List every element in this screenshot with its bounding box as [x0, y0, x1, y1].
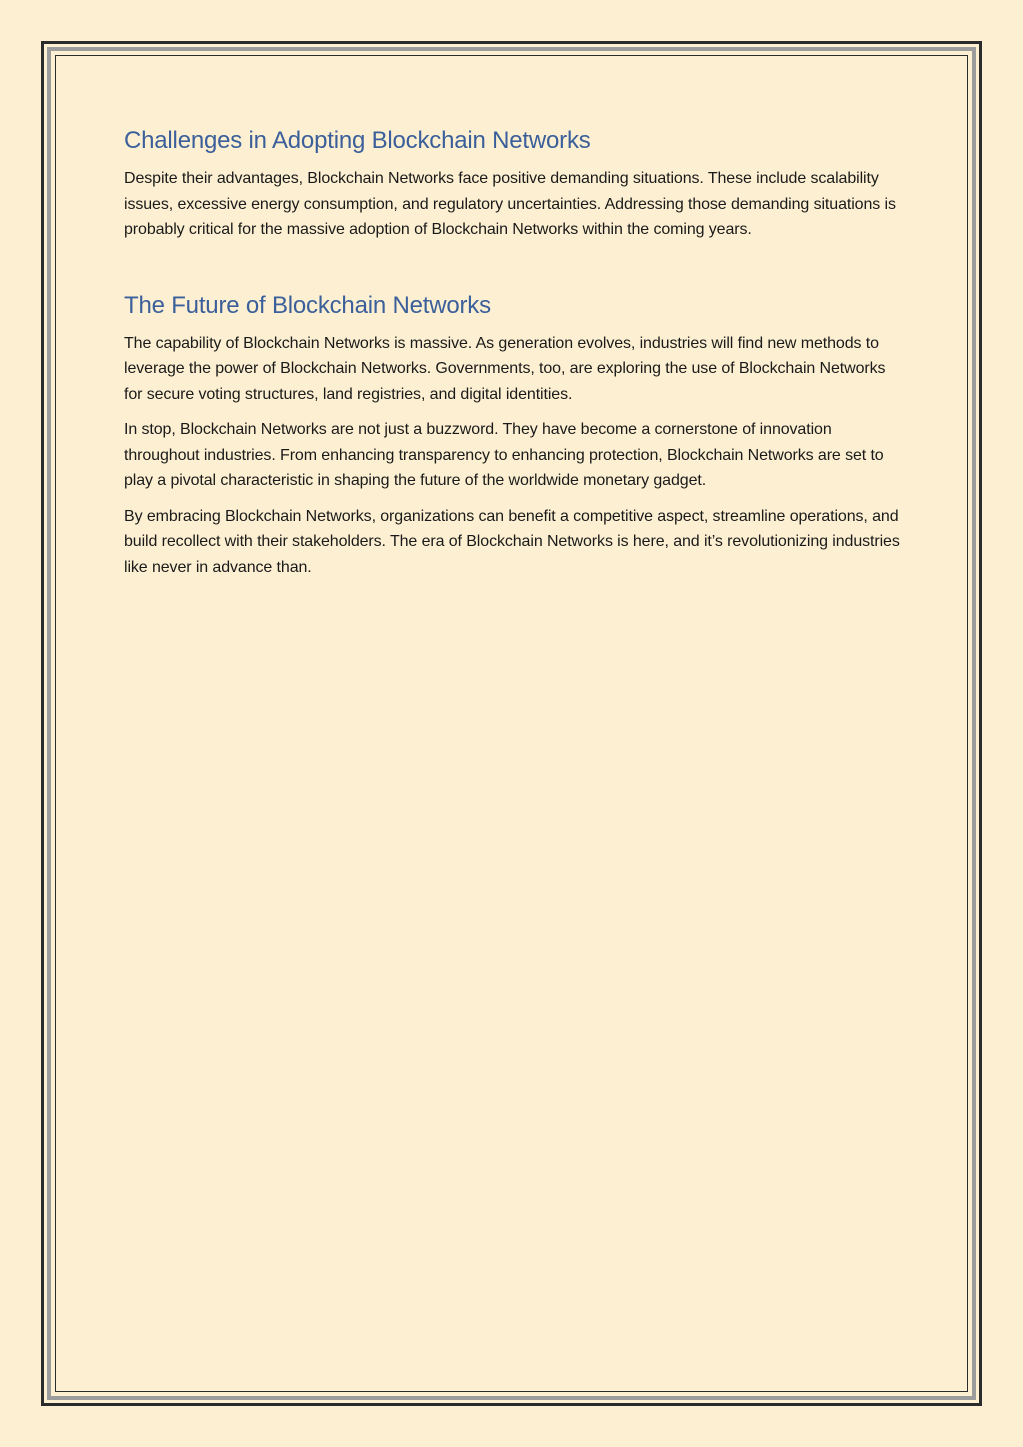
paragraph: In stop, Blockchain Networks are not just a buzzword. They have become a cornerstone of innovation throughout industries. From enhancing transparency to enhancing protection, Blockchain Networks are set to play a pivotal characteristic in shaping the future of the worldwide monetary gadget.	[124, 421, 884, 489]
document-body	[124, 122, 904, 590]
paragraph: Despite their advantages, Blockchain Networks face positive demanding situations. These include scalability issues, excessive energy consumption, and regulatory uncertainties. Addressing those demanding situations is probably critical for the massive adoption of Blockchain Networks within the coming years.	[124, 170, 896, 238]
section-heading: The Future of Blockchain Networks	[124, 291, 491, 319]
section-future	[124, 287, 904, 581]
section-challenges	[124, 122, 904, 243]
paragraph: The capability of Blockchain Networks is massive. As generation evolves, industries will find new methods to leverage the power of Blockchain Networks. Governments, too, are exploring the use of Blockchain Networks for secure voting structures, land registries, and digital identities.	[124, 334, 886, 403]
section-heading: Challenges in Adopting Blockchain Networks	[124, 127, 591, 154]
paragraph: By embracing Blockchain Networks, organizations can benefit a competitive aspect, streamline operations, and build recollect with their stakeholders. The era of Blockchain Networks is here, and it’s revolutionizing industries like never in advance than.	[124, 507, 900, 576]
